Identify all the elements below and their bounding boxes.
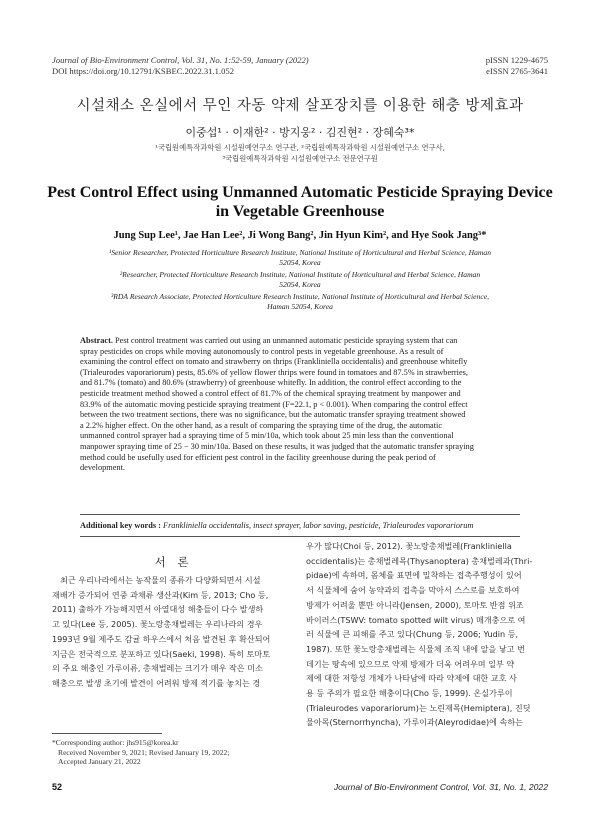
- body-line: 용 등 주의가 필요한 해충이다(Cho 등, 1999). 온실가루이: [306, 688, 513, 699]
- keywords-label: Additional key words :: [80, 521, 161, 530]
- abstract-line: spray pesticides on crops while moving autonomously to control pests in vegetable greenhouse. As a result of: [80, 346, 444, 356]
- body-line: 바이러스(TSWV: tomato spotted wilt virus) 매개충으로 여: [306, 614, 526, 625]
- keywords: [80, 521, 520, 530]
- korean-title: 시설채소 온실에서 무인 자동 약제 살포장치를 이용한 해충 방제효과: [76, 98, 524, 114]
- body-line: 데기는 땅속에 있으므로 약제 방제가 더욱 어려우며 일부 약: [306, 658, 515, 669]
- body-line: 최근 우리나라에서는 농작물의 종류가 다양화되면서 시설: [60, 575, 261, 585]
- body-line: 서 식물체에 숨어 농약과의 접촉을 막아서 스스로를 보호하여: [306, 585, 520, 596]
- english-title-line-2: in Vegetable Greenhouse: [215, 203, 385, 220]
- abstract-line: pesticide treatment method showed a control effect of 81.7% of the chemical spraying treatment by manpower and: [80, 388, 461, 398]
- body-line: (Trialeurodes vaporariorum)는 노린재목(Hemiptera), 진딧: [306, 702, 531, 713]
- footer-journal: Journal of Bio-Environment Control, Vol. 31, No. 1, 2022: [333, 782, 548, 792]
- body-line: 1993년 9월 제주도 감귤 하우스에서 처음 발견된 후 확산되어: [52, 633, 271, 644]
- body-line: 의 주요 해충인 가루이류, 총채벌레는 크기가 매우 작은 미소: [52, 663, 263, 674]
- doi[interactable]: DOI https://doi.org/10.12791/KSBEC.2022.31.1.052: [52, 66, 234, 76]
- abstract-line: between the two treatment sections, there was no significance, but the automatic transfer spraying treatment showed: [80, 410, 466, 420]
- korean-authors: 이중섭¹ · 이재한² · 방지웅² · 김진현² · 장혜숙³*: [185, 126, 415, 139]
- abstract-line: a 2.2% higher effect. On the other hand, as a result of comparing the spraying time of the drug, the automatic: [80, 420, 443, 430]
- english-affiliation-1: ¹Senior Researcher, Protected Horticulture Research Institute, National Institute of Horticultural and Herbal Science, Haman 52054, Korea: [108, 248, 492, 267]
- body-line: 러 식물에 큰 피해를 주고 있다(Chung 등, 2006; Yudin 등,: [306, 629, 519, 640]
- body-line: occidentalis)는 총채벌레목(Thysanoptera) 총채벌레과(Thri-: [306, 555, 533, 566]
- body-line: 제에 대한 저항성 개체가 나타남에 따라 약제에 대한 교호 사: [306, 673, 517, 684]
- corresponding-author[interactable]: *Corresponding author: jhs915@korea.kr: [52, 738, 179, 747]
- abstract-line: Pest control treatment was carried out using an unmanned automatic pesticide spraying system that can: [115, 336, 458, 345]
- body-line: 1987). 또한 꽃노랑총채벌레는 식물체 조직 내에 알을 낳고 번: [306, 643, 525, 654]
- body-line: 고 있다(Lee 등, 2005). 꽃노랑총채벌레는 우리나라의 경우: [52, 619, 263, 630]
- journal-citation: Journal of Bio-Environment Control, Vol. 31, No. 1:52-59, January (2022): [52, 55, 309, 65]
- keywords-top-rule: [80, 514, 520, 515]
- body-line: 해충으로 발생 초기에 발견이 어려워 방제 적기를 놓치는 경: [52, 677, 261, 688]
- english-affiliation-2: ²Researcher, Protected Horticulture Research Institute, National Institute of Horticultural and Herbal Science, Haman 52054, Korea: [119, 270, 481, 289]
- korean-affiliation-2: ³국립원예특작과학원 시설원예연구소 전문연구원: [222, 154, 378, 163]
- abstract-line: examining the control effect on tomato and strawberry on thrips (Frankliniella occidentalis) and greenhouse whitefly: [80, 357, 468, 367]
- abstract: [80, 336, 520, 474]
- body-line: 우가 많다(Choi 등, 2012). 꽃노랑총채벌레(Frankliniella: [306, 541, 512, 551]
- journal-header: [52, 55, 372, 77]
- body-line: pidae)에 속하며, 몸체를 표면에 밀착하는 접촉주행성이 있어: [306, 570, 522, 581]
- abstract-line: development.: [80, 463, 125, 473]
- eissn: eISSN 2765-3641: [486, 66, 548, 76]
- body-right-column: [306, 539, 549, 730]
- keywords-text: Frankliniella occidentalis, insect sprayer, labor saving, pesticide, Trialeurodes vaporariorum: [163, 521, 474, 530]
- body-line: 물아목(Sternorrhyncha), 가루이과(Aleyrodidae)에 속하는: [306, 717, 523, 728]
- footnote-rule: [52, 733, 162, 734]
- body-line: 재배가 증가되어 연중 과채류 생산과(Kim 등, 2013; Cho 등,: [52, 589, 269, 600]
- abstract-line: and 81.7% (tomato) and 80.6% (strawberry) of greenhouse whitefly. In addition, the control effect according to the: [80, 378, 462, 388]
- korean-affiliation-1: ¹국립원예특작과학원 시설원예연구소 연구관, ²국립원예특작과학원 시설원예연구소 연구사,: [155, 143, 445, 152]
- body-line: 방제가 어려울 뿐만 아니라(Jensen, 2000), 토마토 반점 위조: [306, 599, 524, 610]
- accepted-date: Accepted January 21, 2022: [58, 757, 141, 767]
- abstract-line: unmanned control sprayer had a spraying time of 5 min/10a, which took about 25 min less than the conventional: [80, 431, 454, 441]
- section-heading-introduction: 서 론: [154, 555, 193, 569]
- abstract-line: method could be usefully used for efficient pest control in the facility greenhouse during the peak period of: [80, 452, 436, 462]
- abstract-line: 83.9% of the automatic moving pesticide spraying treatment (F=22.1, p < 0.001). When comparing the control effect: [80, 399, 468, 409]
- page-number: 52: [52, 782, 63, 792]
- abstract-label: Abstract.: [80, 336, 113, 345]
- issn-block: [388, 55, 548, 77]
- body-left-column: [52, 573, 295, 691]
- english-authors: Jung Sup Lee¹, Jae Han Lee², Ji Wong Bang², Jin Hyun Kim², and Hye Sook Jang³*: [113, 230, 487, 241]
- english-title-line-1: Pest Control Effect using Unmanned Automatic Pesticide Spraying Device: [47, 184, 553, 201]
- received-date: Received November 9, 2021; Revised January 19, 2022;: [58, 747, 230, 757]
- pissn: pISSN 1229-4675: [485, 55, 548, 65]
- keywords-bottom-rule: [80, 536, 520, 537]
- body-line: 2011) 출하가 가능해지면서 아열대성 해충들이 다수 발생하: [52, 604, 264, 615]
- abstract-line: (Trialeurodes vaporariorum) pests, 85.6% of yellow flower thrips were found in tomatoes and 87.5% in strawberries,: [80, 367, 468, 377]
- footnote: [52, 738, 295, 767]
- body-line: 지금은 전국적으로 분포하고 있다(Saeki, 1998). 특히 토마토: [52, 648, 271, 659]
- abstract-line: manpower spraying time of 25 − 30 min/10a. Based on these results, it was judged that the automatic transfer spraying: [80, 441, 474, 451]
- english-affiliation-3: ³RDA Research Associate, Protected Horticulture Research Institute, National Institute of Horticultural and Herbal Science, Haman 52054, Korea: [111, 292, 489, 311]
- english-title: [40, 183, 560, 221]
